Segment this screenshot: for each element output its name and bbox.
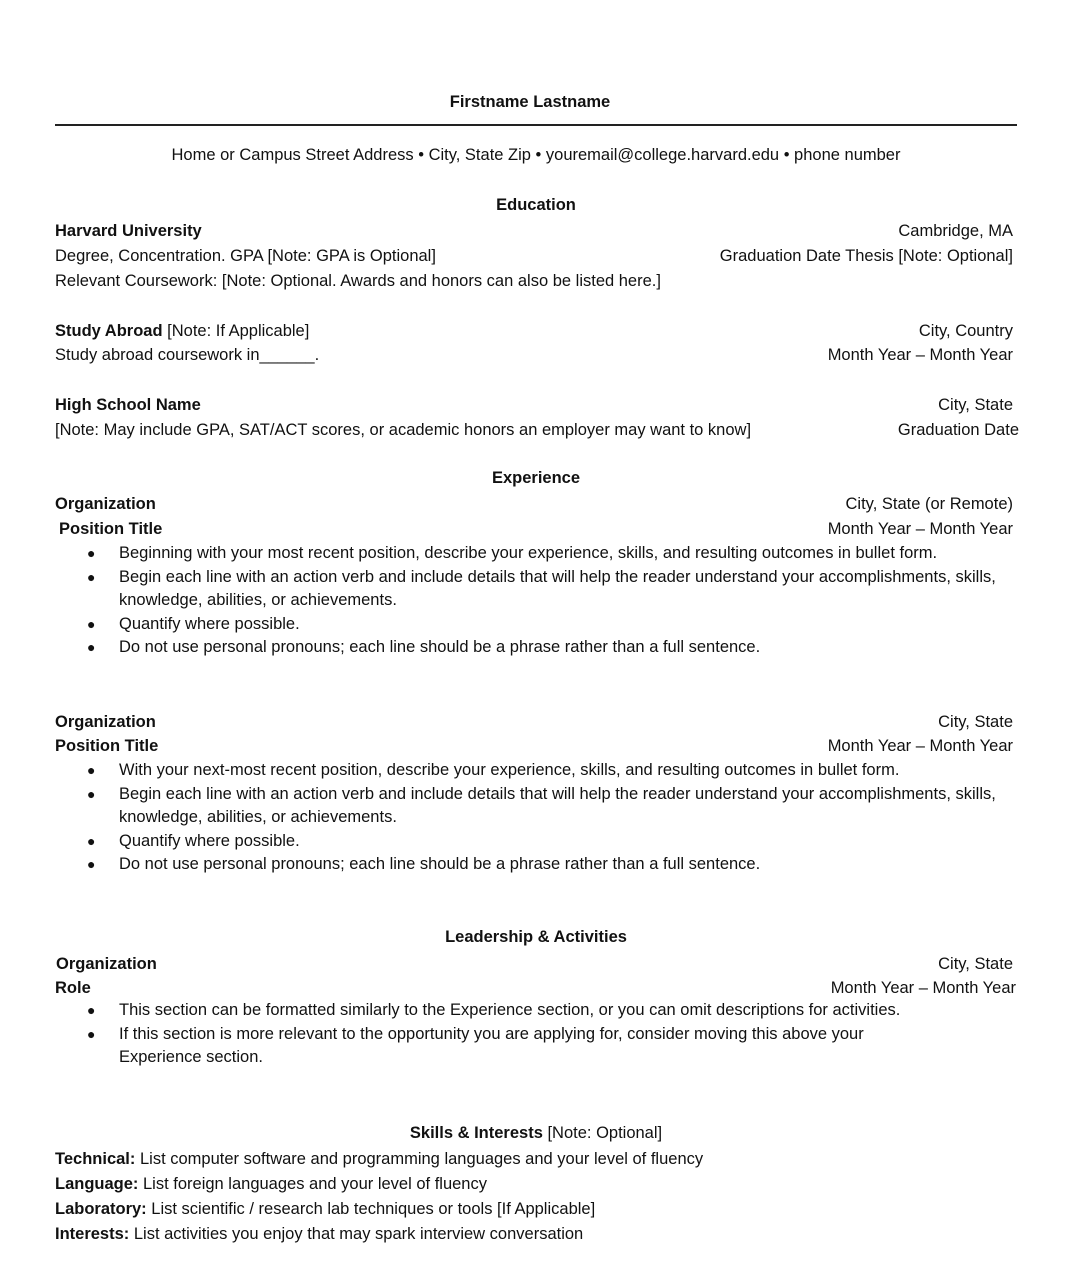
experience-2-bullets	[55, 759, 1035, 877]
skill-row-language	[55, 1172, 1017, 1197]
header-divider	[55, 124, 1017, 126]
high-school-location: City, State	[938, 396, 1013, 414]
list-item: ● This section can be formatted similarly to the Experience section, or you can omit descriptions for activities.	[87, 1001, 901, 1019]
skill-label: Technical:	[55, 1150, 136, 1168]
contact-line: Home or Campus Street Address • City, State Zip • youremail@college.harvard.edu • phone number	[171, 146, 901, 164]
high-school-grad: Graduation Date	[897, 421, 1019, 439]
experience-2-title-row	[55, 734, 1017, 758]
study-abroad-coursework: Study abroad coursework in______.	[55, 346, 320, 364]
bullet-text: Beginning with your most recent position, describe your experience, skills, and resulting outcomes in bullet form.	[119, 544, 938, 562]
experience-2-org-row	[55, 710, 1017, 734]
education-degree-row	[55, 244, 1017, 268]
education-coursework-row	[55, 269, 1017, 293]
leadership-bullets	[55, 999, 1035, 1070]
leadership-location: City, State	[938, 955, 1013, 973]
list-item: ● With your next-most recent position, describe your experience, skills, and resulting outcomes in bullet form.	[87, 761, 900, 779]
skill-row-interests	[55, 1222, 1017, 1247]
skill-text: List foreign languages and your level of fluency	[138, 1175, 487, 1193]
resume-page	[55, 0, 1017, 1281]
skills-list	[55, 1147, 1017, 1247]
leadership-org: Organization	[56, 955, 157, 973]
experience-2-dates: Month Year – Month Year	[827, 737, 1013, 755]
skill-label: Language:	[55, 1175, 139, 1193]
leadership-role: Role	[55, 979, 91, 997]
harvard-school: Harvard University	[55, 222, 202, 240]
skill-row-technical	[55, 1147, 1017, 1172]
list-item: ● Do not use personal pronouns; each line should be a phrase rather than a full sentence.	[87, 638, 761, 656]
study-abroad-title-wrap	[55, 319, 309, 343]
skill-row-laboratory	[55, 1197, 1017, 1222]
experience-2-title: Position Title	[55, 737, 159, 755]
harvard-location: Cambridge, MA	[898, 222, 1013, 240]
experience-heading: Experience	[491, 469, 581, 487]
bullet-text: Begin each line with an action verb and include details that will help the reader understand your accomplishments, skills, knowledge, abilities, or achievements.	[119, 567, 996, 609]
harvard-coursework: Relevant Coursework: [Note: Optional. Awards and honors can also be listed here.]	[55, 272, 661, 290]
study-abroad-note: [Note: If Applicable]	[162, 322, 310, 340]
high-school-row	[55, 393, 1017, 417]
study-abroad-row	[55, 319, 1017, 343]
experience-1-bullets	[55, 542, 1035, 660]
high-school-name: High School Name	[55, 396, 201, 414]
high-school-detail-row	[55, 418, 1017, 442]
harvard-degree: Degree, Concentration. GPA [Note: GPA is Optional]	[55, 247, 436, 265]
harvard-grad: Graduation Date Thesis [Note: Optional]	[719, 247, 1013, 265]
bullet-text: Do not use personal pronouns; each line should be a phrase rather than a full sentence.	[119, 638, 761, 656]
list-item: ● Do not use personal pronouns; each line should be a phrase rather than a full sentence.	[87, 855, 761, 873]
experience-1-title-row	[55, 517, 1017, 541]
leadership-org-row	[55, 952, 1017, 976]
skills-heading-wrap	[55, 1124, 1017, 1143]
list-item: ● Beginning with your most recent position, describe your experience, skills, and resulting outcomes in bullet form.	[87, 544, 938, 562]
skill-label: Laboratory:	[55, 1200, 147, 1218]
skills-heading: Skills & Interests	[409, 1124, 543, 1142]
bullet-text: Quantify where possible.	[119, 831, 300, 850]
leadership-heading: Leadership & Activities	[445, 928, 627, 946]
bullet-text: This section can be formatted similarly to the Experience section, or you can omit descriptions for activities.	[119, 1001, 901, 1019]
list-item: ● Begin each line with an action verb and include details that will help the reader understand your accomplishments, skills, knowledge, abilities, or achievements.	[87, 567, 996, 609]
bullet-text: If this section is more relevant to the opportunity you are applying for, consider moving this above your Experience section.	[119, 1024, 864, 1066]
list-item: ● Begin each line with an action verb and include details that will help the reader understand your accomplishments, skills, knowledge, abilities, or achievements.	[87, 784, 996, 826]
skills-heading-note: [Note: Optional]	[542, 1124, 663, 1142]
experience-1-dates: Month Year – Month Year	[827, 520, 1013, 538]
skill-text: List scientific / research lab techniques or tools [If Applicable]	[146, 1200, 596, 1218]
leadership-role-row	[55, 976, 1017, 1000]
study-abroad-dates: Month Year – Month Year	[827, 346, 1013, 364]
resume-name: Firstname Lastname	[449, 93, 611, 111]
list-item: ● Quantify where possible.	[87, 831, 300, 850]
skill-text: List activities you enjoy that may spark interview conversation	[129, 1225, 584, 1243]
bullet-text: Begin each line with an action verb and include details that will help the reader understand your accomplishments, skills, knowledge, abilities, or achievements.	[119, 784, 996, 826]
list-item: ● Quantify where possible.	[87, 614, 300, 633]
study-abroad-title: Study Abroad	[55, 322, 163, 340]
experience-1-title: Position Title	[59, 520, 163, 538]
experience-2-org: Organization	[55, 713, 156, 731]
education-harvard-row	[55, 219, 1017, 243]
experience-1-org: Organization	[55, 495, 156, 513]
experience-1-location: City, State (or Remote)	[845, 495, 1013, 513]
study-abroad-detail-row	[55, 343, 1017, 367]
skill-text: List computer software and programming languages and your level of fluency	[135, 1150, 704, 1168]
leadership-dates: Month Year – Month Year	[830, 979, 1016, 997]
experience-1-org-row	[55, 492, 1017, 516]
list-item: ● If this section is more relevant to the opportunity you are applying for, consider moving this above your Experience section.	[87, 1024, 864, 1066]
bullet-text: Do not use personal pronouns; each line should be a phrase rather than a full sentence.	[119, 855, 761, 873]
bullet-text: Quantify where possible.	[119, 614, 300, 633]
education-heading: Education	[496, 196, 576, 214]
skill-label: Interests:	[55, 1225, 130, 1243]
experience-2-location: City, State	[938, 713, 1013, 731]
study-abroad-location: City, Country	[918, 322, 1013, 340]
bullet-text: With your next-most recent position, describe your experience, skills, and resulting outcomes in bullet form.	[119, 761, 900, 779]
high-school-note: [Note: May include GPA, SAT/ACT scores, or academic honors an employer may want to know]	[55, 421, 752, 439]
